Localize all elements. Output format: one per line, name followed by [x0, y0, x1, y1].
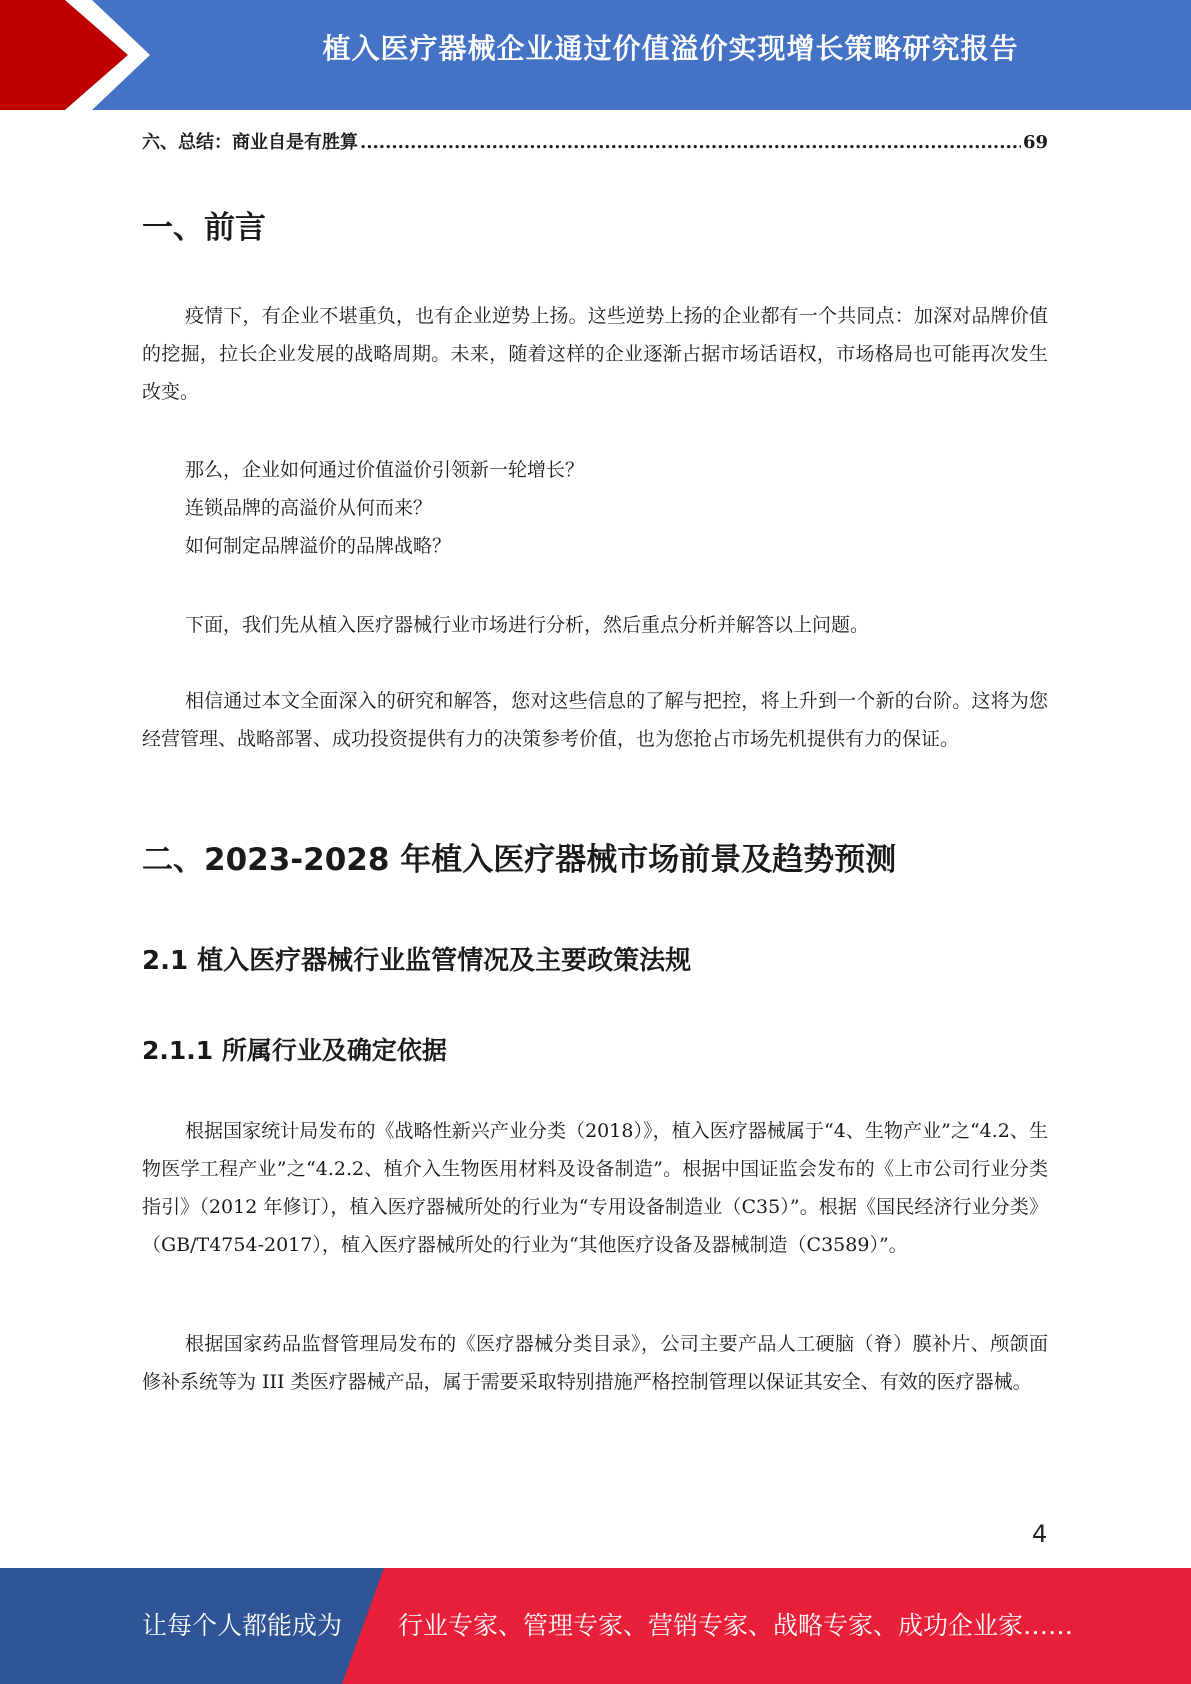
section-heading-market-outlook: 二、2023-2028 年植入医疗器械市场前景及趋势预测 [142, 842, 897, 878]
toc-entry-page: 69 [1022, 132, 1048, 153]
preface-question-2: 连锁品牌的高溢价从何而来？ [185, 497, 433, 519]
subsection-heading-regulation: 2.1 植入医疗器械行业监管情况及主要政策法规 [142, 946, 692, 976]
page-header [0, 0, 1191, 110]
page-footer [0, 1568, 1191, 1684]
footer-slogan-left: 让每个人都能成为 [142, 1611, 343, 1640]
toc-entry[interactable] [142, 128, 1048, 154]
toc-entry-label: 六、总结：商业自是有胜算 [142, 132, 358, 153]
preface-paragraph-3: 相信通过本文全面深入的研究和解答，您对这些信息的了解与把控，将上升到一个新的台阶。这将为您经营管理、战略部署、成功投资提供有力的决策参考价值，也为您抢占市场先机提供有力的保证。 [142, 690, 1048, 750]
page-number: 4 [1032, 1520, 1048, 1548]
classification-paragraph-1: 根据国家统计局发布的《战略性新兴产业分类（2018）》，植入医疗器械属于“4、生物产业”之“4.2、生物医学工程产业”之“4.2.2、植介入生物医用材料及设备制造”。根据中国证监会发布的《上市公司行业分类指引》（2012 年修订），植入医疗器械所处的行业为“专用设备制造业（C35）”。根据《国民经济行业分类》（GB/T4754-2017），植入医疗器械所处的行业为“其他医疗设备及器械制造（C3589）”。 [142, 1120, 1048, 1256]
report-title: 植入医疗器械企业通过价值溢价实现增长策略研究报告 [322, 32, 1019, 65]
subsection-heading-industry-classification: 2.1.1 所属行业及确定依据 [142, 1036, 447, 1065]
preface-question-3: 如何制定品牌溢价的品牌战略？ [185, 535, 452, 557]
preface-question-1: 那么，企业如何通过价值溢价引领新一轮增长？ [185, 459, 585, 481]
toc-leader-dots [360, 132, 1021, 153]
preface-paragraph-1: 疫情下，有企业不堪重负，也有企业逆势上扬。这些逆势上扬的企业都有一个共同点：加深对品牌价值的挖掘，拉长企业发展的战略周期。未来，随着这样的企业逐渐占据市场话语权，市场格局也可能再次发生改变。 [142, 305, 1048, 403]
section-heading-preface: 一、前言 [142, 210, 266, 246]
footer-slogan-right: 行业专家、管理专家、营销专家、战略专家、成功企业家…… [398, 1611, 1074, 1640]
preface-paragraph-2: 下面，我们先从植入医疗器械行业市场进行分析，然后重点分析并解答以上问题。 [185, 614, 870, 636]
classification-paragraph-2: 根据国家药品监督管理局发布的《医疗器械分类目录》，公司主要产品人工硬脑（脊）膜补片、颅颌面修补系统等为 III 类医疗器械产品，属于需要采取特别措施严格控制管理以保证其安全、有效的医疗器械。 [142, 1333, 1048, 1393]
